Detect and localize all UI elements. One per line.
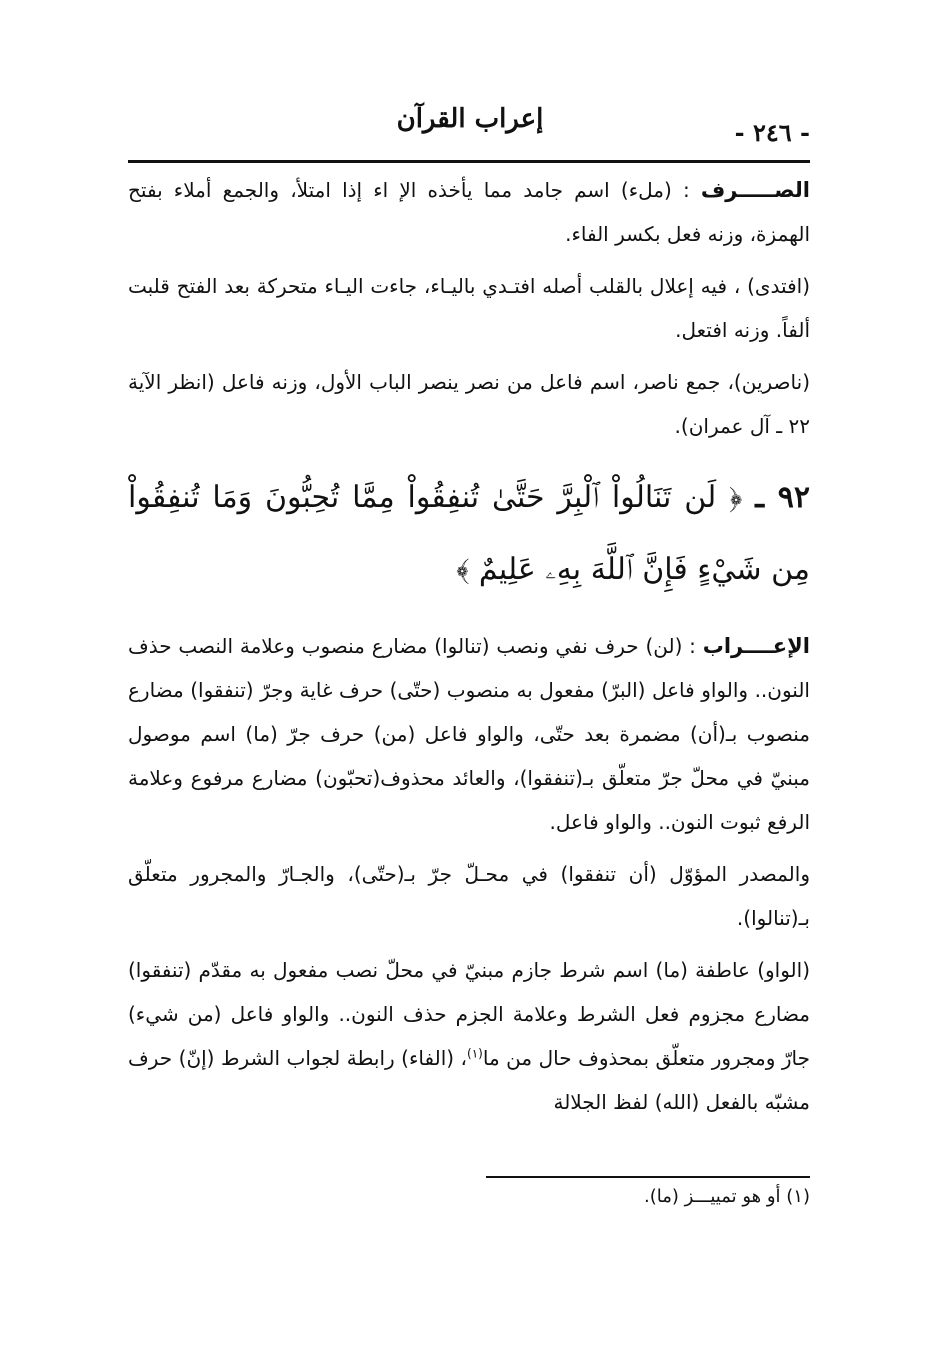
verse-text: ﴿ لَن تَنَالُواْ ٱلْبِرَّ حَتَّىٰ تُنفِقُواْ مِمَّا تُحِبُّونَ وَمَا تُنفِقُواْ مِن شَيْءٍ فَإِنَّ ٱللَّهَ بِهِۦ عَلِيمٌ ﴾ [128, 480, 810, 587]
irab-paragraph-3 [128, 948, 810, 1124]
sarf-separator: : [671, 178, 701, 202]
irab-separator: : [682, 634, 703, 658]
irab-heading: الإعــــراب [702, 634, 810, 658]
irab-text-4a: والواو فاعل (من شيء) جارّ ومجرور متعلّق بمحذوف حال من ما [128, 1002, 810, 1070]
main-text [128, 168, 810, 1132]
footnote: (١) أو هو تمييـــز (ما). [643, 1186, 810, 1207]
page-number: - ٢٤٦ - [734, 118, 810, 147]
sarf-paragraph-3: (ناصرين)، جمع ناصر، اسم فاعل من نصر ينصر الباب الأول، وزنه فاعل (انظر الآية ٢٢ ـ آل عمران). [128, 370, 810, 438]
page-header [130, 100, 810, 150]
footnote-divider [486, 1176, 810, 1178]
sarf-paragraph-2: (افتدى) ، فيه إعلال بالقلب أصله افتـدي باليـاء، جاءت اليـاء متحركة بعد الفتح قلبت ألفاً. وزنه افتعل. [128, 274, 810, 342]
irab-text-4b: ، (الفاء) رابطة لجواب الشرط (إنّ) حرف مشبّه بالفعل (الله) لفظ الجلالة [128, 1046, 810, 1114]
irab-paragraph-1 [128, 624, 810, 844]
irab-text-3: (الواو) عاطفة (ما) اسم شرط جازم مبنيّ في محلّ نصب مفعول به مقدّم (تنفقوا) مضارع مجزوم فعل الشرط وعلامة الجزم حذف النون.. [128, 958, 811, 1026]
sarf-paragraph-1 [128, 168, 810, 256]
verse-number: ٩٢ ـ [755, 480, 810, 515]
irab-paragraph-2: والمصدر المؤوّل (أن تنفقوا) في محـلّ جرّ بـ(حتّى)، والجـارّ والمجرور متعلّق بـ(تنالوا). [128, 862, 810, 930]
sarf-text-1: (ملء) اسم جامد مما يأخذه الإ اء إذا امتلأ، والجمع أملاء بفتح الهمزة، وزنه فعل بكسر الفاء. [128, 178, 810, 246]
footnote-reference[interactable]: (١) [467, 1046, 483, 1061]
header-divider [128, 160, 810, 163]
quran-verse [128, 462, 810, 606]
running-title: إعراب القرآن [396, 104, 544, 134]
sarf-heading: الصـــــرف [700, 178, 810, 202]
irab-text-1: (لن) حرف نفي ونصب (تنالوا) مضارع منصوب وعلامة النصب حذف النون.. والواو فاعل (البرّ) مفعول به منصوب (حتّى) حرف غاية وجرّ (تنفقوا) مضارع منصوب بـ(أن) مضمرة بعد حتّى، والواو فاعل (من) حرف جرّ (ما) اسم موصول مبنيّ في محلّ جرّ متعلّق بـ(تنفقوا)، والعائد محذوف(تحبّون) مضارع مرفوع وعلامة الرفع ثبوت النون.. والواو فاعل. [128, 634, 810, 834]
